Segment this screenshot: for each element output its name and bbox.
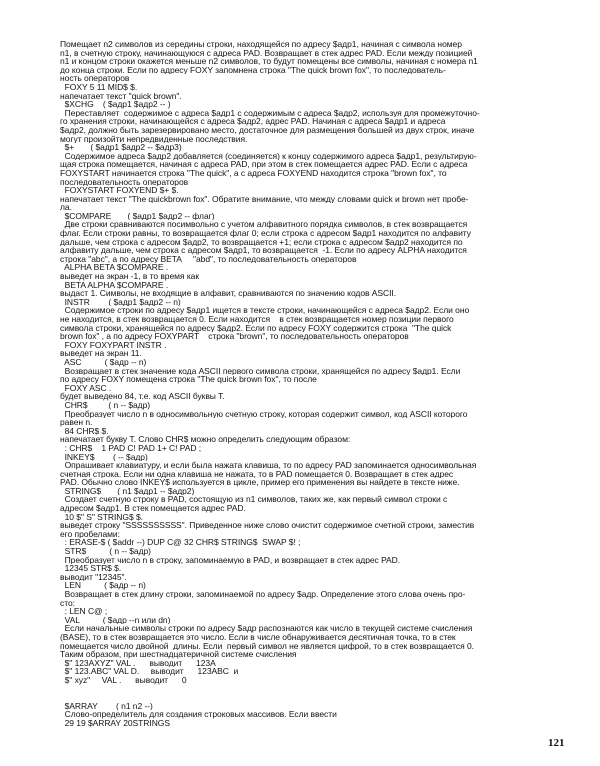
text-line: : ERASE-$ ( $addr --) DUP C@ 32 CHR$ STRING$ SWAP $! ; (60, 538, 301, 548)
text-line: выведет строку "SSSSSSSSSS". Приведенное ниже слово очистит содержимое счетной строки, заместив (60, 521, 475, 530)
text-line: $" xyz" VAL . выводит 0 (60, 675, 187, 685)
text-line: го хранения строки, начинающейся с адреса $адр2, адрес PAD. Начиная с адреса $адр1 и адреса (60, 117, 446, 126)
text-line: до конца строки. Если по адресу FOXY запомнена строка "The quick brown fox", то последователь- (60, 65, 446, 75)
text-line: STR$ ( n -- $адр) (60, 547, 151, 556)
text-line: brown fox" , а по адресу FOXYPART строка "brown", то последовательность операторов (60, 332, 409, 341)
text-line: n1, в счетную строку, начинающуюся с адреса PAD. Возвращает в стек адрес PAD. Если между позицией (60, 48, 473, 58)
text-line: FOXYSTART FOXYEND $+ $. (60, 186, 179, 195)
text-line: щая строка помещается, начиная с адреса PAD, при этом в стек помещается адрес PAD. Если с адреса (60, 160, 468, 169)
text-line: n1 и концом строки окажется меньше n2 символов, то будут помещены все символы, начиная с номера n1 (60, 57, 478, 66)
text-line: INKEY$ ( -- $адр) (60, 452, 148, 462)
text-line: Содержимое строки по адресу $адр1 ищется в тексте строки, начинающейся с адреса $адр2. Если оно (60, 306, 470, 315)
text-line: равен n. (60, 418, 93, 427)
text-line: не находится, в стек возвращается 0. Если находится в стек возвращается номер позиции первого (60, 315, 454, 324)
text-line: ALPHA BETA $COMPARE . (60, 263, 169, 273)
text-line: : CHR$ 1 PAD C! PAD 1+ C! PAD ; (60, 443, 202, 453)
text-line: 29 19 $ARRAY 20STRINGS (60, 718, 170, 728)
text-line: напечатает букву T. Слово CHR$ можно определить следующим образом: (60, 435, 351, 444)
text-line: счетная строка. Если ни одна клавиша не нажата, то в PAD помещается 0. Возвращает в стек адрес (60, 469, 454, 479)
text-line: будет выведено 84, т.е. код ASCII буквы T. (60, 392, 225, 401)
text-line: Преобразует число n в строку, запоминаемую в PAD, и возвращает в стек адрес PAD. (60, 555, 401, 565)
text-line: FOXY ASC . (60, 383, 112, 393)
text-line: по адресу FOXY помещена строка "The quick brown fox", то после (60, 375, 317, 384)
text-line: $" 123AXYZ" VAL . выводит 123A (60, 658, 216, 668)
text-line: символа строки, хранящейся по адресу $адр2. Если по адресу FOXY содержится строка "The quick (60, 323, 452, 333)
text-line: 10 $" S" STRING$ $. (60, 512, 143, 522)
text-line: адресом $адр1. В стек помещается адрес PAD. (60, 504, 246, 513)
text-line: ность операторов (60, 74, 130, 83)
text-line: (BASE), то в стек возвращается это число. Если в числе обнаруживается десятичная точка, то в стек (60, 632, 456, 642)
text-line: FOXY FOXYPART INSTR . (60, 340, 167, 350)
text-line: выведет на экран -1, в то время как (60, 272, 200, 281)
text-line: выдаст 1. Символы, не входящие в алфавит, сравниваются по значению кодов ASCII. (60, 289, 397, 298)
text-line: Возвращает в стек длину строки, запоминаемой по адресу $адр. Определение этого слова очень про- (60, 590, 466, 599)
text-line: PAD. Обычно слово INKEY$ используется в цикле, пример его применения вы найдете в тексте ниже. (60, 478, 460, 487)
text-line: $XCHG ( $адр1 $адр2 -- ) (60, 100, 171, 109)
text-line: Таким образом, при шестнадцатеричной системе счисления (60, 650, 297, 659)
text-line: ла. (60, 203, 72, 212)
text-line: Переставляет содержимое с адреса $адр1 с содержимым с адреса $адр2, используя для промежуточно- (60, 108, 480, 118)
text-line: 12345 STR$ $. (60, 564, 122, 573)
text-line: Помещает n2 символов из середины строки, находящейся по адресу $адр1, начиная с символа номер (60, 40, 462, 49)
text-line: флаг. Если строки равны, то возвращается флаг 0; если строка с адресом $адр1 находится по алфавиту (60, 229, 471, 238)
text-line: BETA ALPHA $COMPARE . (60, 280, 169, 290)
text-line: Возвращает в стек значение кода ASCII первого символа строки, хранящейся по адресу $адр1. Если (60, 366, 461, 376)
text-line: Создает счетную строку в PAD, состоящую из n1 символов, таких же, как первый символ строки с (60, 495, 448, 505)
text-line: VAL ( $адр --n или dn) (60, 615, 171, 625)
text-line: выведет на экран 11. (60, 349, 142, 358)
text-line: выводит "12345". (60, 572, 127, 582)
text-line: дальше, чем строка с адресом $адр2, то возвращается +1; если строка с адресом $адр2 находится по (60, 237, 463, 247)
text-line: напечатает текст "quick brown". (60, 91, 182, 101)
text-line: FOXYSTART начинается строка "The quick", а с адреса FOXYEND находится строка "brown fox", то (60, 168, 447, 178)
text-line: строка "abc", а по адресу BETA "abd", то последовательность операторов (60, 254, 357, 264)
page-number: 121 (548, 737, 565, 749)
text-line: 84 CHR$ $. (60, 426, 109, 436)
text-line: могут произойти непредвиденные последствия. (60, 134, 248, 144)
text-line: сто: (60, 598, 75, 608)
text-line: STRING$ ( n1 $адр1 -- $адр2) (60, 486, 195, 496)
text-line: алфавиту дальше, чем строка с адресом $адр1, то возвращается -1. Если по адресу ALPHA находится (60, 246, 467, 255)
text-line: Слово-определитель для создания строковых массивов. Если ввести (60, 710, 337, 719)
text-line: Опрашивает клавиатуру, и если была нажата клавиша, то по адресу PAD запоминается односимвольная (60, 461, 477, 470)
text-line: LEN ( $адр -- n) (60, 581, 146, 590)
text-line: Если начальные символы строки по адресу $адр распознаются как число в текущей системе счисления (60, 624, 473, 633)
text-line: Две строки сравниваются посимвольно с учетом алфавитного порядка символов, в стек возвращается (60, 220, 468, 230)
text-line: Содержимое адреса $адр2 добавляется (соединяется) к концу содержимого адреса $адр1, результирую- (60, 151, 477, 161)
text-line: : LEN C@ ; (60, 607, 108, 616)
text-line: последовательность операторов (60, 177, 189, 187)
text-line: CHR$ ( n -- $адр) (60, 400, 151, 410)
text-line: $ARRAY ( n1 n2 --) (60, 701, 153, 711)
text-line (60, 685, 560, 694)
text-line: INSTR ( $адр1 $адр2 -- n) (60, 297, 181, 307)
text-line: напечатает текст "The quickbrown fox". Обратите внимание, что между словами quick и brown нет пробе- (60, 194, 469, 204)
text-line: $адр2, должно быть зарезервировано место, достаточное для размещения большей из двух строк, иначе (60, 125, 475, 135)
text-line: FOXY 5 11 MID$ $. (60, 82, 138, 92)
text-line: помещается число двойной длины. Если первый символ не является цифрой, то в стек возвращается 0. (60, 641, 474, 651)
text-line (60, 693, 560, 702)
text-line: его пробелами: (60, 529, 120, 539)
text-line: Преобразует число n в односимвольную счетную строку, которая содержит символ, код ASCII которого (60, 409, 468, 419)
text-line: $COMPARE ( $адр1 $адр2 -- флаг) (60, 211, 215, 221)
text-line: $+ ( $адр1 $адр2 -- $адр3) (60, 143, 182, 152)
text-line: ASC ( $адр -- n) (60, 357, 147, 367)
page-text (60, 40, 560, 728)
text-line: $" 123.ABC" VAL D. выводит 123ABC и (60, 667, 239, 676)
